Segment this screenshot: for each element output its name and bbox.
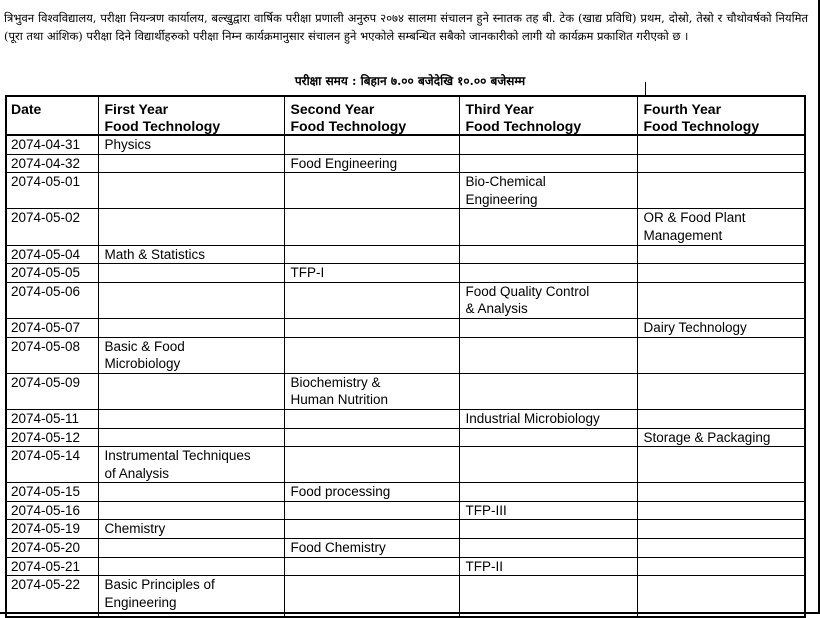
fourth-year-cell [637, 173, 805, 209]
fourth-year-cell [637, 520, 805, 539]
first-year-cell [98, 428, 284, 447]
third-year-cell: Food Quality Control & Analysis [459, 282, 637, 318]
first-year-cell [98, 209, 284, 245]
fourth-year-cell [637, 483, 805, 502]
table-row [6, 264, 805, 283]
table-row [6, 135, 805, 154]
date-cell: 2074-05-06 [6, 282, 98, 318]
column-header-date: Date [6, 96, 98, 135]
table-row [6, 373, 805, 409]
column-header-third-year: Third Year Food Technology [459, 96, 637, 135]
second-year-cell: Food Chemistry [284, 539, 459, 558]
second-year-cell: Food Engineering [284, 154, 459, 173]
third-year-cell [459, 318, 637, 337]
second-year-cell [284, 501, 459, 520]
fourth-year-cell [637, 576, 805, 617]
third-year-cell: TFP-II [459, 557, 637, 576]
date-cell: 2074-05-04 [6, 245, 98, 264]
date-cell: 2074-04-31 [6, 135, 98, 154]
table-row [6, 447, 805, 483]
third-year-cell [459, 373, 637, 409]
date-cell: 2074-05-11 [6, 409, 98, 428]
fourth-year-cell [637, 447, 805, 483]
first-year-cell [98, 501, 284, 520]
table-row [6, 337, 805, 373]
date-cell: 2074-05-15 [6, 483, 98, 502]
third-year-cell: Bio-Chemical Engineering [459, 173, 637, 209]
first-year-cell [98, 483, 284, 502]
fourth-year-cell [637, 337, 805, 373]
second-year-cell [284, 282, 459, 318]
second-year-cell [284, 245, 459, 264]
first-year-cell [98, 373, 284, 409]
third-year-cell [459, 539, 637, 558]
notice-intro: त्रिभुवन विश्वविद्यालय, परीक्षा नियन्त्रण कार्यालय, बल्खुद्वारा वार्षिक परीक्षा प्रणाली अनुरुप २०७४ सालमा संचालन हुने स्नातक तह बी. टेक (खाद्य प्रविधि) प्रथम, दोस्रो, तेस्रो र चौथोवर्षको नियमित (पूरा तथा आंशिक) परीक्षा दिने विद्यार्थीहरुको परीक्षा निम्न कार्यक्रमानुसार संचालन हुने भएकोले सम्बन्धित सबैको जानकारीको लागी यो कार्यक्रम प्रकाशित गरीएको छ । [4, 11, 808, 43]
first-year-cell: Basic & Food Microbiology [98, 337, 284, 373]
second-year-cell [284, 447, 459, 483]
second-year-cell [284, 557, 459, 576]
fourth-year-cell: Dairy Technology [637, 318, 805, 337]
date-cell: 2074-05-22 [6, 576, 98, 617]
date-cell: 2074-05-14 [6, 447, 98, 483]
second-year-cell: Biochemistry & Human Nutrition [284, 373, 459, 409]
table-row [6, 520, 805, 539]
first-year-cell [98, 539, 284, 558]
third-year-cell [459, 337, 637, 373]
date-cell: 2074-04-32 [6, 154, 98, 173]
column-header-first-year: First Year Food Technology [98, 96, 284, 135]
first-year-cell [98, 409, 284, 428]
table-row [6, 282, 805, 318]
second-year-cell [284, 520, 459, 539]
first-year-cell: Instrumental Techniques of Analysis [98, 447, 284, 483]
table-row [6, 539, 805, 558]
divider [645, 82, 646, 96]
second-year-cell [284, 337, 459, 373]
fourth-year-cell [637, 539, 805, 558]
first-year-cell: Chemistry [98, 520, 284, 539]
date-cell: 2074-05-01 [6, 173, 98, 209]
fourth-year-cell: Storage & Packaging [637, 428, 805, 447]
third-year-cell [459, 264, 637, 283]
third-year-cell: TFP-III [459, 501, 637, 520]
second-year-cell [284, 576, 459, 617]
column-header-fourth-year: Fourth Year Food Technology [637, 96, 805, 135]
second-year-cell: Food processing [284, 483, 459, 502]
fourth-year-cell [637, 135, 805, 154]
table-row [6, 576, 805, 617]
third-year-cell [459, 135, 637, 154]
table-row [6, 483, 805, 502]
first-year-cell: Math & Statistics [98, 245, 284, 264]
fourth-year-cell [637, 282, 805, 318]
second-year-cell [284, 409, 459, 428]
third-year-cell [459, 483, 637, 502]
first-year-cell [98, 282, 284, 318]
fourth-year-cell [637, 245, 805, 264]
date-cell: 2074-05-05 [6, 264, 98, 283]
third-year-cell [459, 154, 637, 173]
table-row [6, 245, 805, 264]
third-year-cell [459, 447, 637, 483]
third-year-cell [459, 209, 637, 245]
table-row [6, 209, 805, 245]
column-header-second-year: Second Year Food Technology [284, 96, 459, 135]
second-year-cell [284, 318, 459, 337]
third-year-cell [459, 520, 637, 539]
first-year-cell: Basic Principles of Engineering [98, 576, 284, 617]
table-row [6, 557, 805, 576]
first-year-cell [98, 154, 284, 173]
fourth-year-cell [637, 409, 805, 428]
table-header-row [6, 96, 805, 135]
table-row [6, 173, 805, 209]
first-year-cell [98, 318, 284, 337]
date-cell: 2074-05-21 [6, 557, 98, 576]
first-year-cell [98, 557, 284, 576]
fourth-year-cell [637, 501, 805, 520]
second-year-cell: TFP-I [284, 264, 459, 283]
date-cell: 2074-05-12 [6, 428, 98, 447]
third-year-cell [459, 428, 637, 447]
table-row [6, 154, 805, 173]
first-year-cell: Physics [98, 135, 284, 154]
date-cell: 2074-05-16 [6, 501, 98, 520]
first-year-cell [98, 173, 284, 209]
fourth-year-cell [637, 557, 805, 576]
date-cell: 2074-05-09 [6, 373, 98, 409]
date-cell: 2074-05-02 [6, 209, 98, 245]
fourth-year-cell: OR & Food Plant Management [637, 209, 805, 245]
second-year-cell [284, 428, 459, 447]
fourth-year-cell [637, 154, 805, 173]
third-year-cell [459, 576, 637, 617]
table-row [6, 428, 805, 447]
second-year-cell [284, 209, 459, 245]
first-year-cell [98, 264, 284, 283]
table-row [6, 409, 805, 428]
fourth-year-cell [637, 264, 805, 283]
second-year-cell [284, 173, 459, 209]
date-cell: 2074-05-08 [6, 337, 98, 373]
date-cell: 2074-05-07 [6, 318, 98, 337]
table-row [6, 501, 805, 520]
exam-time-heading: परीक्षा समय : बिहान ७.०० बजेदेखि १०.०० बजेसम्म [294, 74, 526, 88]
date-cell: 2074-05-19 [6, 520, 98, 539]
exam-schedule-table [5, 95, 806, 618]
second-year-cell [284, 135, 459, 154]
fourth-year-cell [637, 373, 805, 409]
date-cell: 2074-05-20 [6, 539, 98, 558]
third-year-cell: Industrial Microbiology [459, 409, 637, 428]
table-row [6, 318, 805, 337]
third-year-cell [459, 245, 637, 264]
